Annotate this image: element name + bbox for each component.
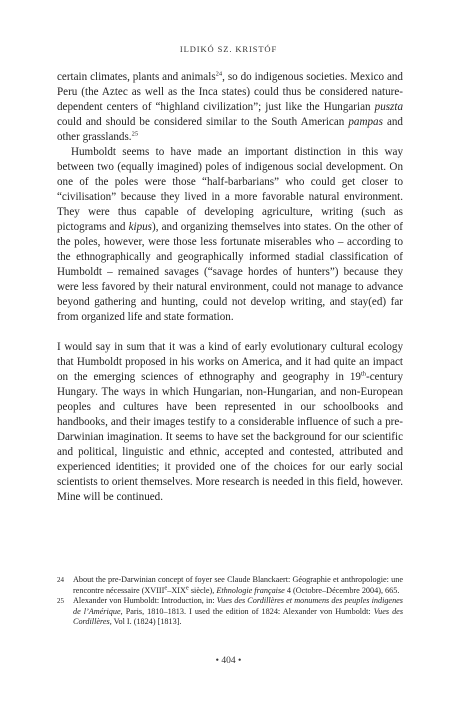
- page-number: • 404 •: [215, 656, 242, 666]
- paragraph-3: I would say in sum that it was a kind of early evolutionary cultural ecology that Humboldt proposed in his works on America, and it had quite an impact on the emerging sciences of ethnography and geography in 19th-century Hungary. The ways in which Hungarian, non-Hungarian, and non-European peoples and cultures have been represented in our schoolbooks and handbooks, and their images testify to a considerable influence of such a pre-Darwinian imagination. It seems to have set the background for our scientific and political, linguistic and ethnic, accepted and contested, attributed and experienced identities; it provided one of the choices for our early social scientists to orient themselves. More research is needed in this field, however. Mine will be continued.: [57, 341, 403, 503]
- running-head: ILDIKÓ SZ. KRISTÓF: [179, 44, 278, 54]
- footnote-24: 24 About the pre-Darwinian concept of foyer see Claude Blanckaert: Géographie et anthropologie: une rencontre nécessaire (XVIIIe–XIXe siècle), Ethnologie française 4 (Octobre–Décembre 2004), 665.: [57, 575, 403, 595]
- footnote-number: 25: [57, 597, 64, 606]
- paragraph-1: certain climates, plants and animals$^{24}$, so do indigenous societies. Mexico and Peru (the Aztec as well as the Inca states) could thus be considered nature-dependent centers of “highland civilization”; just like the Hungarian puszta could and should be considered similar to the South American pampas and other grasslands.$^{25}$: [57, 70, 403, 143]
- paragraph-2: Humboldt seems to have made an important distinction in this way between two (equally imagined) poles of indigenous social development. On one of the poles were those “half-barbarians” who could get closer to “civilisation” because they lived in a more favorable natural environment. They were thus capable of developing agriculture, writing (such as pictograms and kipus), and organizing themselves into states. On the other of the poles, however, were those less fortunate miserables who – according to the ethnographically and geographically informed stadial classification of Humboldt – remained savages (“savage hordes of hunters”) because they were less favored by their natural environment, could not manage to advance beyond gathering and hunting, could not develop writing, and stay(ed) far from organized life and state formation.: [57, 146, 404, 323]
- main-text: [57, 70, 403, 505]
- footnote-number: 24: [57, 576, 64, 584]
- footnotes: [57, 575, 403, 628]
- footnote-ref-25[interactable]: 25: [131, 130, 139, 138]
- footnote-ref-24[interactable]: 24: [215, 70, 223, 78]
- footnote-25: 25 Alexander von Humboldt: Introduction, in: Vues des Cordillères et monumens des peuples indigenes de l’Amérique, Paris, 1810–1813. I used the edition of 1824: Alexander von Humboldt: Vues des Cordillères, Vol I. (1824) [1813].: [57, 596, 404, 627]
